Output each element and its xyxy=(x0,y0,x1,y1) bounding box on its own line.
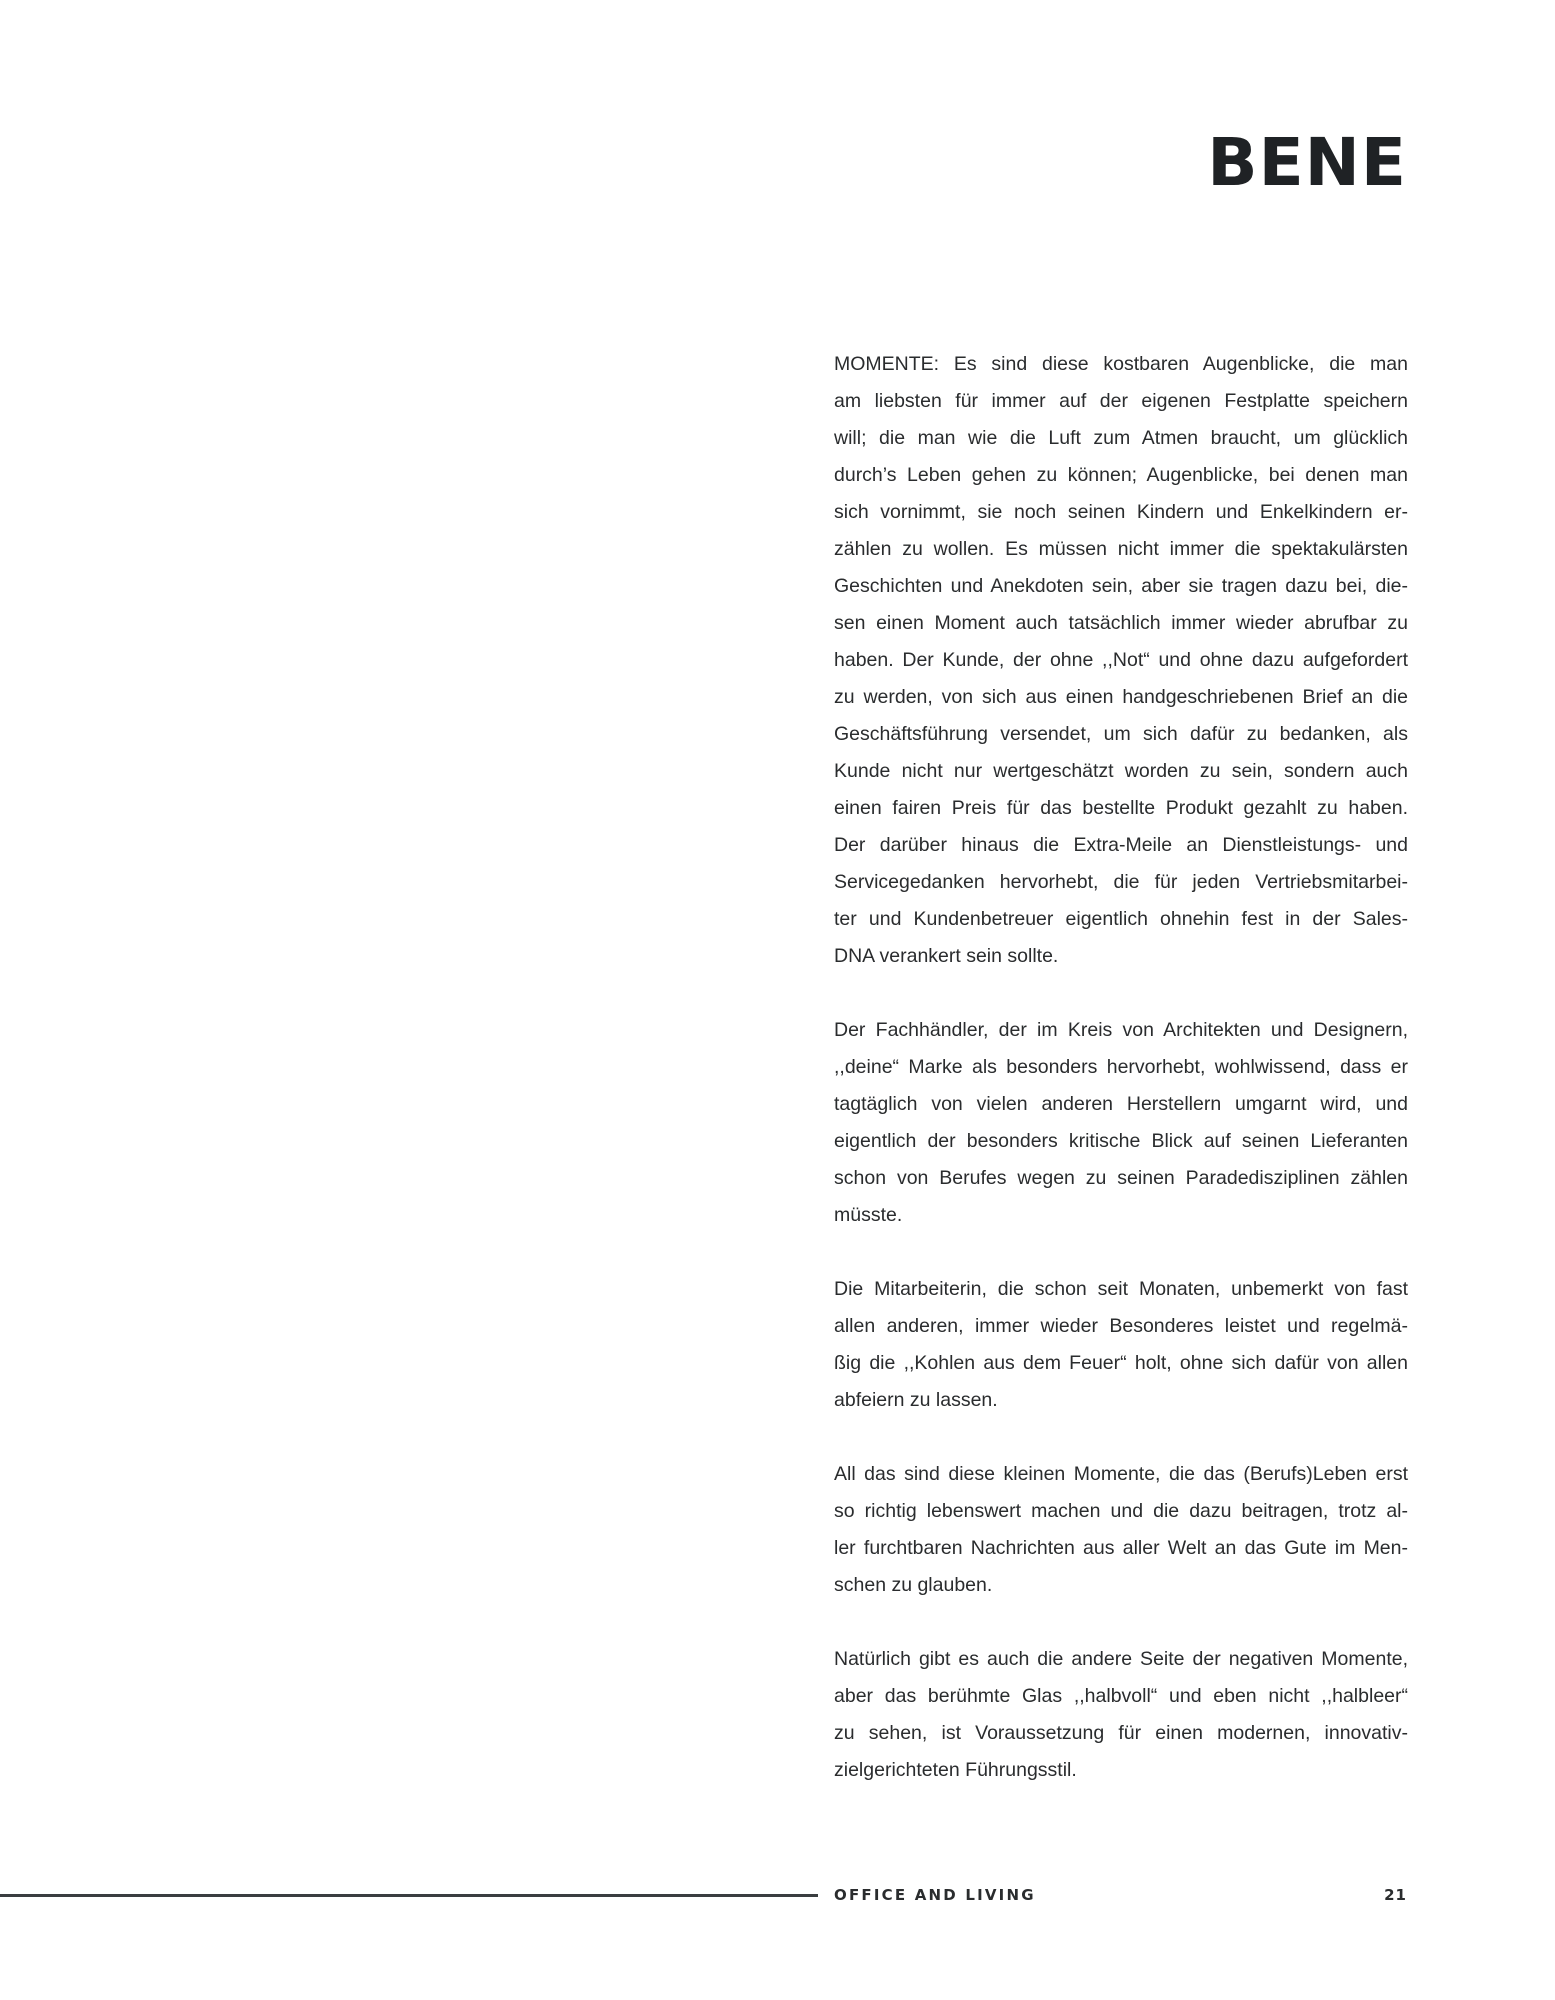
text-line: Servicegedanken hervorhebt, die für jeden Vertriebsmitarbei- xyxy=(834,871,1408,893)
text-line: All das sind diese kleinen Momente, die das (Berufs)Leben erst xyxy=(834,1463,1408,1485)
text-line: zu werden, von sich aus einen handgeschriebenen Brief an die xyxy=(834,686,1408,708)
text-line: Der darüber hinaus die Extra-Meile an Dienstleistungs- und xyxy=(834,834,1408,856)
text-line: eigentlich der besonders kritische Blick auf seinen Lieferanten xyxy=(834,1130,1408,1152)
text-line: DNA verankert sein sollte. xyxy=(834,945,1059,967)
text-line: Der Fachhändler, der im Kreis von Architekten und Designern, xyxy=(834,1019,1408,1041)
brand-title: BENE xyxy=(1207,124,1407,201)
text-line: schon von Berufes wegen zu seinen Paradedisziplinen zählen xyxy=(834,1167,1408,1189)
text-line: durch’s Leben gehen zu können; Augenblicke, bei denen man xyxy=(834,464,1408,486)
article-paragraph xyxy=(834,1641,1408,1789)
text-line: schen zu glauben. xyxy=(834,1574,993,1596)
article-paragraph xyxy=(834,1012,1408,1234)
article-paragraph xyxy=(834,346,1408,975)
text-line: Geschichten und Anekdoten sein, aber sie tragen dazu bei, die- xyxy=(834,575,1408,597)
article-paragraph xyxy=(834,1271,1408,1419)
text-line: ler furchtbaren Nachrichten aus aller Welt an das Gute im Men- xyxy=(834,1537,1408,1559)
article-body xyxy=(834,346,1408,1826)
text-line: will; die man wie die Luft zum Atmen braucht, um glücklich xyxy=(834,427,1408,449)
text-line: ßig die ,,Kohlen aus dem Feuer“ holt, ohne sich dafür von allen xyxy=(834,1352,1408,1374)
text-line: Kunde nicht nur wertgeschätzt worden zu sein, sondern auch xyxy=(834,760,1408,782)
text-line: zu sehen, ist Voraussetzung für einen modernen, innovativ- xyxy=(834,1722,1408,1744)
text-line: sen einen Moment auch tatsächlich immer wieder abrufbar zu xyxy=(834,612,1408,634)
text-line: tagtäglich von vielen anderen Herstellern umgarnt wird, und xyxy=(834,1093,1408,1115)
text-line: allen anderen, immer wieder Besonderes leistet und regelmä- xyxy=(834,1315,1408,1337)
text-line: sich vornimmt, sie noch seinen Kindern und Enkelkindern er- xyxy=(834,501,1408,523)
article-paragraph xyxy=(834,1456,1408,1604)
text-line: Geschäftsführung versendet, um sich dafür zu bedanken, als xyxy=(834,723,1408,745)
text-line: abfeiern zu lassen. xyxy=(834,1389,998,1411)
text-line: einen fairen Preis für das bestellte Produkt gezahlt zu haben. xyxy=(834,797,1408,819)
text-line: am liebsten für immer auf der eigenen Festplatte speichern xyxy=(834,390,1408,412)
text-line: zählen zu wollen. Es müssen nicht immer die spektakulärsten xyxy=(834,538,1408,560)
text-line: haben. Der Kunde, der ohne ,,Not“ und ohne dazu aufgefordert xyxy=(834,649,1408,671)
footer-rule xyxy=(0,1894,818,1897)
page-number: 21 xyxy=(1384,1886,1407,1904)
text-line: zielgerichteten Führungsstil. xyxy=(834,1759,1077,1781)
text-line: ,,deine“ Marke als besonders hervorhebt, wohlwissend, dass er xyxy=(834,1056,1408,1078)
text-line: Die Mitarbeiterin, die schon seit Monaten, unbemerkt von fast xyxy=(834,1278,1408,1300)
text-line: müsste. xyxy=(834,1204,903,1226)
text-line: Natürlich gibt es auch die andere Seite der negativen Momente, xyxy=(834,1648,1408,1670)
text-line: MOMENTE: Es sind diese kostbaren Augenblicke, die man xyxy=(834,353,1408,375)
footer-section-label: OFFICE AND LIVING xyxy=(834,1886,1036,1904)
text-line: so richtig lebenswert machen und die dazu beitragen, trotz al- xyxy=(834,1500,1408,1522)
text-line: aber das berühmte Glas ,,halbvoll“ und eben nicht ,,halbleer“ xyxy=(834,1685,1408,1707)
text-line: ter und Kundenbetreuer eigentlich ohnehin fest in der Sales- xyxy=(834,908,1408,930)
